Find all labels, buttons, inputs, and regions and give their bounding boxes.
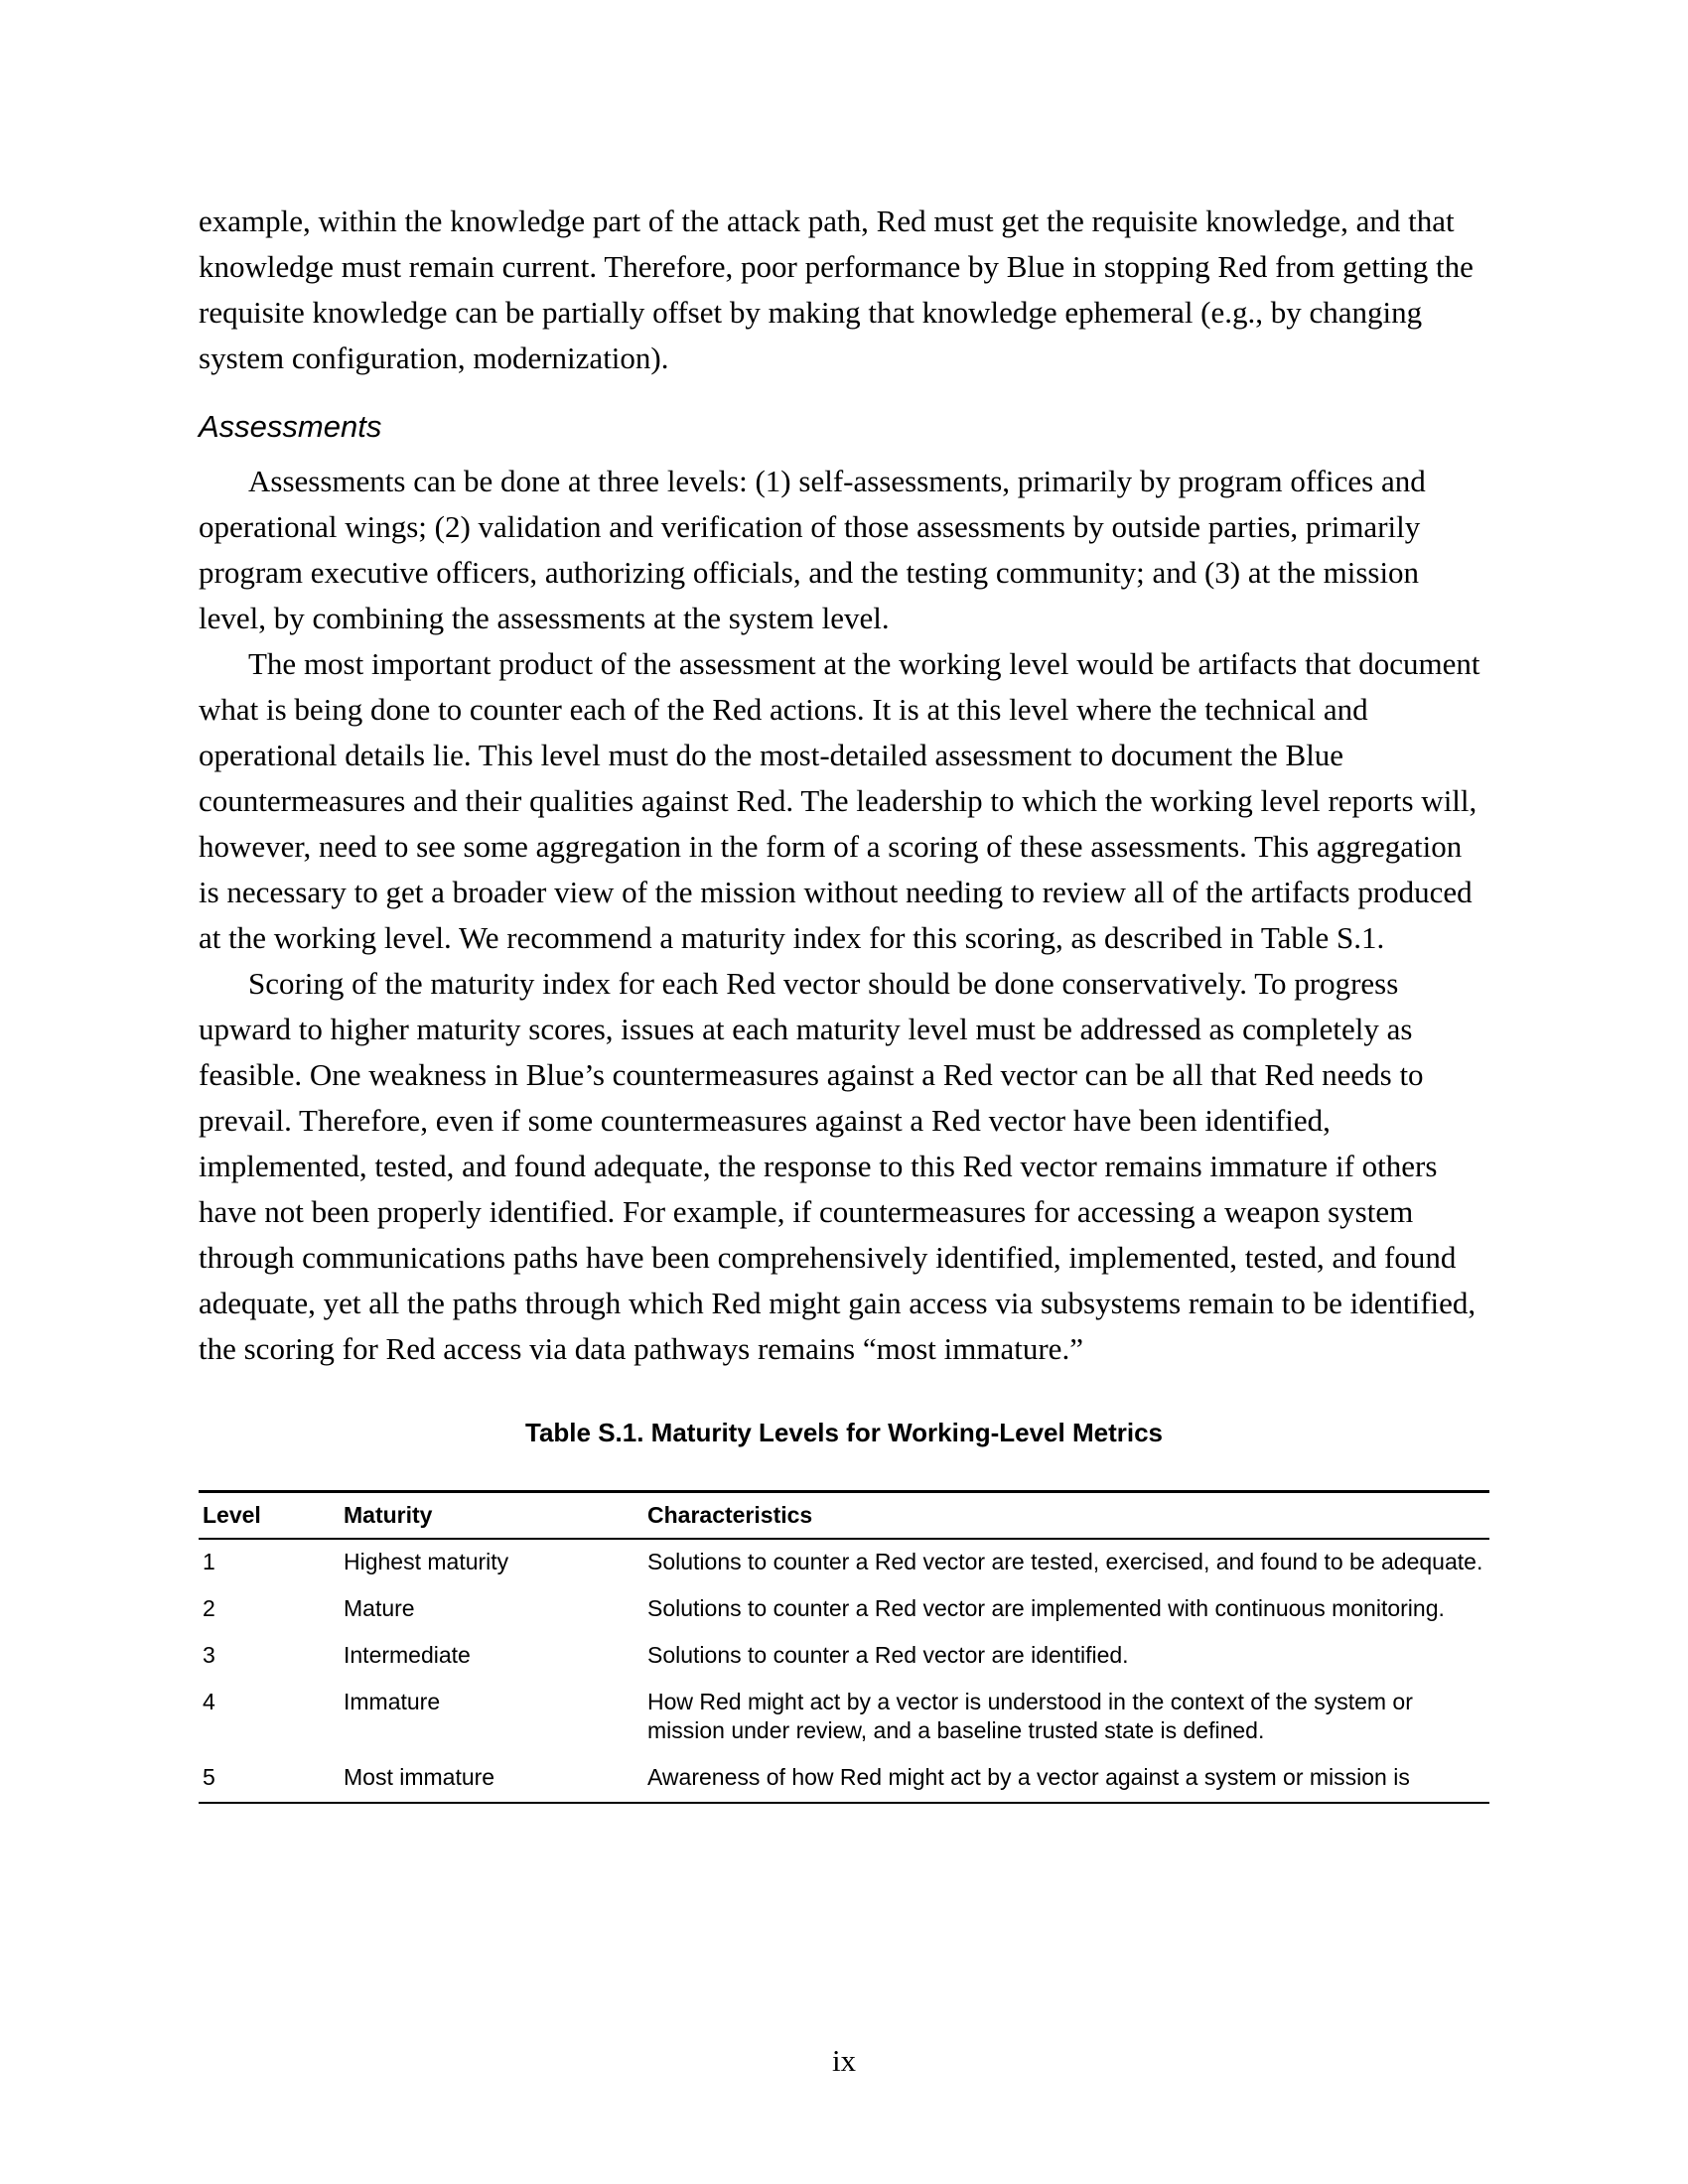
document-page bbox=[199, 199, 1489, 1804]
section-heading: Assessments bbox=[199, 409, 382, 444]
table-caption: Table S.1. Maturity Levels for Working-Level Metrics bbox=[525, 1418, 1163, 1447]
intro-paragraph: example, within the knowledge part of the attack path, Red must get the requisite knowledge, and that knowledge must remain current. Therefore, poor performance by Blue in stopping Red from getting the requisite knowledge can be partially offset by making that knowledge ephemeral (e.g., by changing system configuration, modernization). bbox=[199, 204, 1474, 375]
body-paragraph: Scoring of the maturity index for each Red vector should be done conservatively. To progress upward to higher maturity scores, issues at each maturity level must be addressed as completely as feasible. One weakness in Blue’s countermeasures against a Red vector can be all that Red needs to prevail. Therefore, even if some countermeasures against a Red vector have been identified, implemented, tested, and found adequate, the response to this Red vector remains immature if others have not been properly identified. For example, if countermeasures for accessing a weapon system through communications paths have been comprehensively identified, implemented, tested, and found adequate, yet all the paths through which Red might gain access via subsystems remain to be identified, the scoring for Red access via data pathways remains “most immature.” bbox=[199, 966, 1477, 1366]
maturity-table bbox=[199, 1490, 1489, 1804]
cell-maturity: Mature bbox=[344, 1595, 415, 1621]
cell-characteristics: Solutions to counter a Red vector are identified. bbox=[647, 1642, 1129, 1668]
body-paragraph: The most important product of the assessment at the working level would be artifacts that document what is being done to counter each of the Red actions. It is at this level where the technical and operational details lie. This level must do the most-detailed assessment to document the Blue countermeasures and their qualities against Red. The leadership to which the working level reports will, however, need to see some aggregation in the form of a scoring of these assessments. This aggregation is necessary to get a broader view of the mission without needing to review all of the artifacts produced at the working level. We recommend a maturity index for this scoring, as described in Table S.1. bbox=[199, 646, 1480, 955]
body-paragraph: Assessments can be done at three levels: (1) self-assessments, primarily by program offices and operational wings; (2) validation and verification of those assessments by outside parties, primarily program executive officers, authorizing officials, and the testing community; and (3) at the mission level, by combining the assessments at the system level. bbox=[199, 464, 1426, 635]
table-row bbox=[199, 1755, 1489, 1803]
cell-level: 1 bbox=[203, 1549, 215, 1574]
table-row bbox=[199, 1680, 1489, 1755]
cell-level: 5 bbox=[199, 1755, 340, 1803]
cell-maturity: Immature bbox=[344, 1689, 441, 1714]
cell-maturity: Highest maturity bbox=[344, 1549, 509, 1574]
cell-level: 2 bbox=[203, 1595, 215, 1621]
page-number: ix bbox=[831, 2043, 857, 2078]
cell-level: 3 bbox=[203, 1642, 215, 1668]
table-row bbox=[199, 1633, 1489, 1680]
cell-characteristics: Awareness of how Red might act by a vector against a system or mission is bbox=[643, 1755, 1489, 1803]
column-header-characteristics: Characteristics bbox=[643, 1492, 1489, 1540]
cell-characteristics: Solutions to counter a Red vector are implemented with continuous monitoring. bbox=[647, 1595, 1445, 1621]
table-row bbox=[199, 1539, 1489, 1586]
cell-level: 4 bbox=[203, 1689, 215, 1714]
table-row bbox=[199, 1586, 1489, 1633]
column-header-maturity: Maturity bbox=[340, 1492, 643, 1540]
cell-characteristics: How Red might act by a vector is understood in the context of the system or mission under review, and a baseline trusted state is defined. bbox=[647, 1689, 1413, 1743]
column-header-level: Level bbox=[199, 1492, 340, 1540]
cell-maturity: Most immature bbox=[340, 1755, 643, 1803]
table-header-row bbox=[199, 1492, 1489, 1540]
cell-characteristics: Solutions to counter a Red vector are tested, exercised, and found to be adequate. bbox=[647, 1549, 1483, 1574]
cell-maturity: Intermediate bbox=[344, 1642, 471, 1668]
